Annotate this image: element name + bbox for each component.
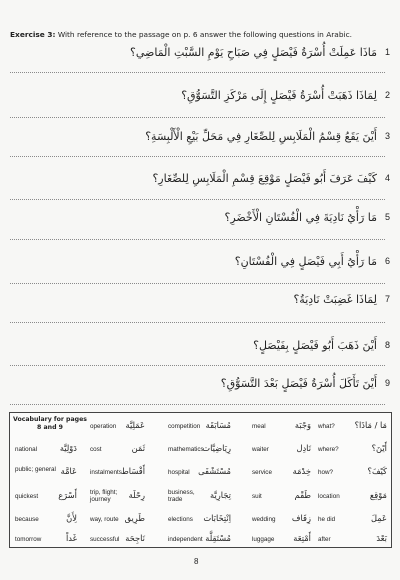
answer-line bbox=[10, 322, 385, 323]
vocab-english: quickest bbox=[15, 493, 39, 500]
exercise-instruction bbox=[10, 30, 395, 40]
vocab-arabic: رِيَاضِيَّات bbox=[202, 443, 231, 453]
vocab-arabic: اِنْتِخَابَات bbox=[203, 513, 231, 523]
question-9 bbox=[10, 375, 390, 395]
question-text: لِمَاذَا ذَهَبَتْ أُسْرَةُ فَيْصَلٍ إِلَى مَرْكَزِ التَّسَوُّقِ؟ bbox=[181, 89, 377, 102]
vocab-english: mathematics bbox=[168, 446, 204, 453]
question-number: 9 bbox=[384, 378, 390, 388]
vocab-arabic: عَامَّة bbox=[60, 466, 77, 476]
vocab-english: competition bbox=[168, 423, 201, 430]
question-4 bbox=[10, 170, 390, 190]
vocab-arabic: غَداً bbox=[66, 533, 77, 543]
vocab-english: elections bbox=[168, 516, 193, 523]
question-text: أَيْنَ تَأَكَلَ أُسْرَةُ فَيْصَلٍ بَعْدَ التَّسَوُّقِ؟ bbox=[220, 377, 377, 390]
vocab-english: successful bbox=[90, 536, 120, 543]
answer-line bbox=[10, 156, 385, 157]
vocab-arabic: دَوْلِيَّة bbox=[59, 443, 77, 453]
question-6 bbox=[10, 253, 390, 273]
vocab-english: operation bbox=[90, 423, 117, 430]
vocab-english: meal bbox=[252, 423, 266, 430]
question-number: 7 bbox=[384, 294, 390, 304]
question-number: 8 bbox=[384, 340, 390, 350]
vocab-arabic: نَادِل bbox=[296, 443, 311, 453]
answer-line bbox=[10, 283, 385, 284]
vocab-english: public; general bbox=[15, 466, 56, 473]
question-text: لِمَاذَا غَضِبَتْ نَادِيَةُ؟ bbox=[293, 293, 377, 306]
vocabulary-header: Vocabulary for pages 8 and 9 bbox=[13, 416, 87, 431]
question-3 bbox=[10, 128, 390, 148]
question-number: 1 bbox=[384, 47, 390, 57]
vocab-arabic: طَقْم bbox=[294, 490, 311, 500]
question-8 bbox=[10, 337, 390, 357]
vocab-arabic: خِدْمَة bbox=[292, 466, 311, 476]
vocab-arabic: مُسَابَقَة bbox=[205, 420, 231, 430]
vocab-english: because bbox=[15, 516, 39, 523]
vocab-english: he did bbox=[318, 516, 336, 523]
vocab-english: what? bbox=[318, 423, 335, 430]
vocab-arabic: تِجَارِيَّة bbox=[210, 490, 231, 500]
vocab-arabic: لِأَنَّ bbox=[66, 513, 77, 523]
question-7 bbox=[10, 291, 390, 311]
vocab-arabic: أَمْتِعَة bbox=[293, 533, 311, 543]
vocab-english: how? bbox=[318, 469, 334, 476]
vocabulary-box bbox=[9, 412, 392, 548]
question-text: مَا رَأْيُ نَادِيَةَ فِي الْفُسْتَانِ الْأَخْضَرِ؟ bbox=[224, 211, 377, 224]
question-number: 5 bbox=[384, 212, 390, 222]
vocab-english: location bbox=[318, 493, 340, 500]
vocab-english: wedding bbox=[252, 516, 276, 523]
question-5 bbox=[10, 209, 390, 229]
vocab-english: where? bbox=[318, 446, 339, 453]
question-number: 6 bbox=[384, 256, 390, 266]
question-text: كَيْفَ عَرَفَ أَبُو فَيْصَلٍ مَوْقِعَ قِسْمِ الْمَلَابِسِ لِلصِّغَارِ؟ bbox=[152, 172, 377, 185]
answer-line bbox=[10, 239, 385, 240]
vocab-english: business, trade bbox=[168, 489, 195, 503]
vocab-arabic: زِفَاف bbox=[291, 513, 311, 523]
vocab-english: national bbox=[15, 446, 38, 453]
question-number: 2 bbox=[384, 90, 390, 100]
vocab-arabic: ثَمَن bbox=[131, 443, 145, 453]
vocab-arabic: كَيْفَ؟ bbox=[367, 466, 387, 476]
vocab-english: tomorrow bbox=[15, 536, 42, 543]
question-number: 3 bbox=[384, 131, 390, 141]
answer-line bbox=[10, 72, 385, 73]
vocab-arabic: أَسْرَع bbox=[58, 490, 77, 500]
exercise-text: With reference to the passage on p. 6 answer the following questions in Arabic. bbox=[55, 30, 352, 39]
question-text: مَاذَا عَمِلَتْ أُسْرَةُ فَيْصَلٍ فِي صَبَاحِ يَوْمِ السَّبْتِ الْمَاضِي؟ bbox=[130, 46, 377, 59]
vocab-english: service bbox=[252, 469, 272, 476]
vocab-english: trip, flight; journey bbox=[90, 489, 118, 503]
vocab-arabic: مَا / مَاذَا؟ bbox=[354, 420, 387, 430]
question-number: 4 bbox=[384, 173, 390, 183]
vocab-arabic: أَقْسَاط bbox=[121, 466, 145, 476]
vocab-english: independent bbox=[168, 536, 203, 543]
vocab-arabic: عَمَلِيَّة bbox=[125, 420, 145, 430]
answer-line bbox=[10, 404, 385, 405]
question-text: أَيْنَ يَقَعُ قِسْمُ الْمَلَابِسِ لِلصِّغَارِ فِي مَحَلِّ بَيْعِ الْأَلْبِسَةِ؟ bbox=[145, 130, 377, 143]
vocab-english: cost bbox=[90, 446, 102, 453]
vocab-arabic: عَمِلَ bbox=[370, 513, 387, 523]
vocab-arabic: أَيْنَ؟ bbox=[371, 443, 387, 453]
vocab-english: suit bbox=[252, 493, 262, 500]
answer-line bbox=[10, 199, 385, 200]
page-number: 8 bbox=[194, 557, 199, 566]
vocab-english: way, route bbox=[90, 516, 119, 523]
vocab-arabic: رِحْلَة bbox=[128, 490, 145, 500]
answer-line bbox=[10, 365, 385, 366]
vocab-english: hospital bbox=[168, 469, 190, 476]
vocab-arabic: مُسْتَشْفَى bbox=[198, 466, 231, 476]
vocab-arabic: نَاجِحَة bbox=[125, 533, 145, 543]
question-text: مَا رَأْيُ أَبِي فَيْصَلٍ فِي الْفُسْتَانِ؟ bbox=[234, 255, 377, 268]
exercise-label: Exercise 3: bbox=[10, 30, 56, 39]
question-1 bbox=[10, 44, 390, 64]
answer-line bbox=[10, 117, 385, 118]
vocab-arabic: طَرِيق bbox=[124, 513, 145, 523]
vocab-english: luggage bbox=[252, 536, 275, 543]
question-2 bbox=[10, 87, 390, 107]
question-text: أَيْنَ ذَهَبَ أَبُو فَيْصَلٍ بِفَيْصَلٍ؟ bbox=[253, 339, 377, 352]
vocab-english: after bbox=[318, 536, 331, 543]
vocab-arabic: مُسْتَقِلَّة bbox=[205, 533, 231, 543]
vocab-arabic: مَوْقِع bbox=[369, 490, 387, 500]
vocab-arabic: وَجْبَة bbox=[294, 420, 311, 430]
vocab-english: waiter bbox=[252, 446, 269, 453]
vocab-arabic: بَعْدَ bbox=[376, 533, 387, 543]
vocab-english: instalments bbox=[90, 469, 122, 476]
